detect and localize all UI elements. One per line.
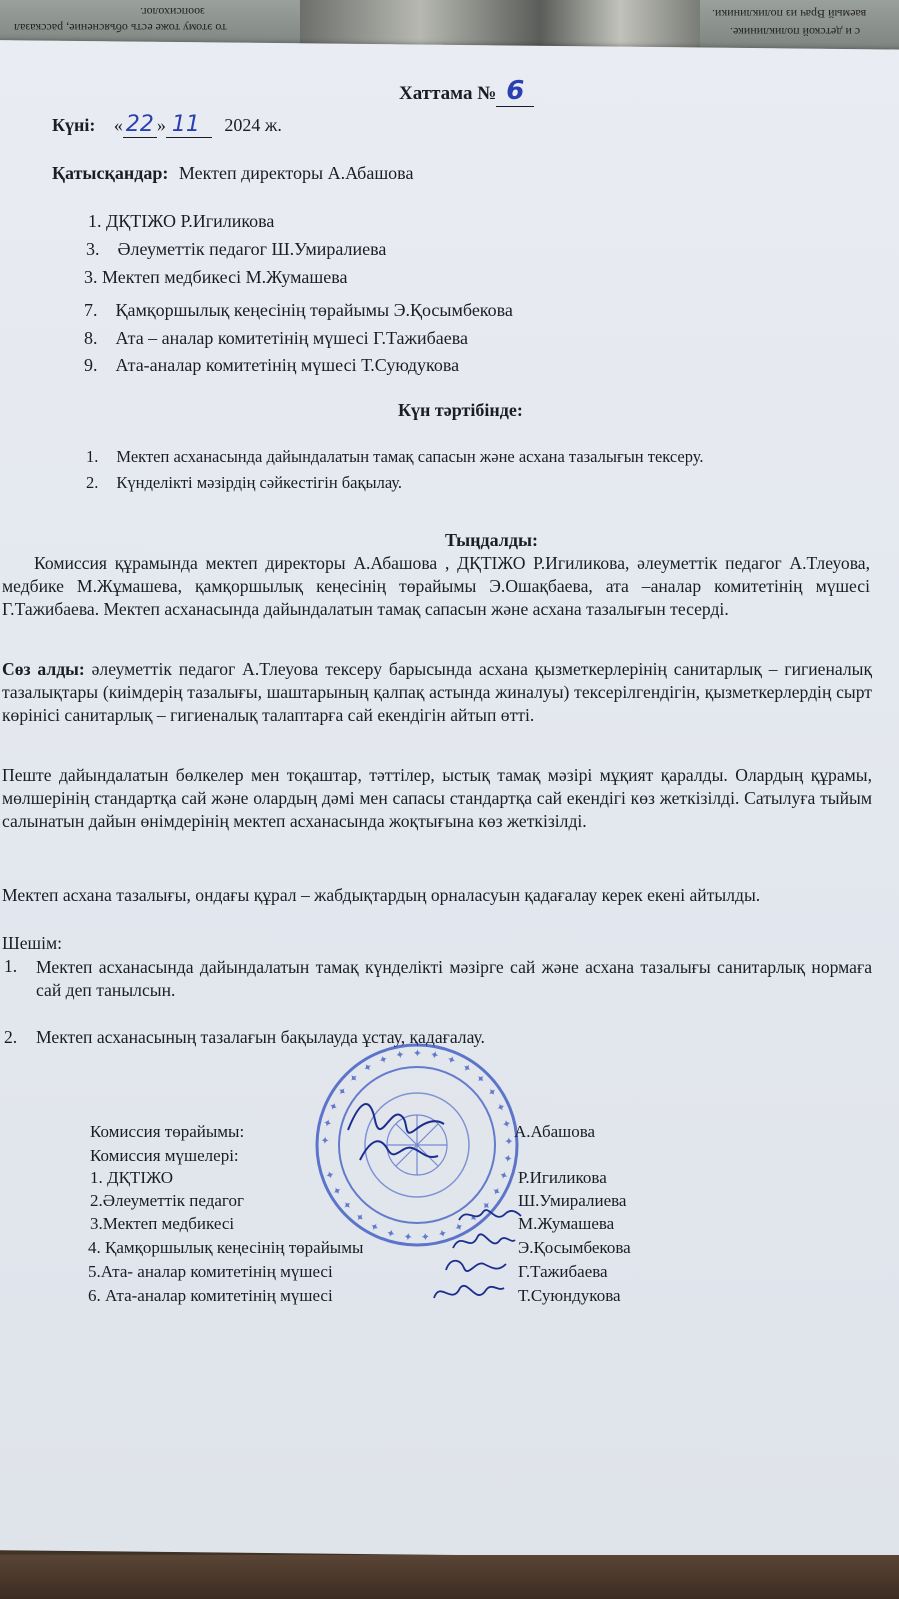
agenda-item: 1. Мектеп асханасында дайындалатын тамақ сапасын және асхана тазалығын тексеру. xyxy=(86,447,704,466)
date-line: Күні: « 22 » 11 2024 ж. xyxy=(52,112,282,137)
document-title: Хаттама № 6 xyxy=(399,76,534,106)
decision-item: Мектеп асханасында дайындалатын тамақ күнделікті мәзірге сай және асхана тазалығы санитарлық нормаға сай деп танылсын. xyxy=(36,957,872,1001)
newspaper-text-line: ваемый Врач из поликлиники. xyxy=(712,7,867,21)
svg-text:✦ ✦ ✦ ✦ ✦ ✦ ✦ ✦ ✦ ✦ ✦ ✦ ✦ ✦ ✦: ✦ ✦ ✦ ✦ ✦ ✦ ✦ ✦ ✦ ✦ ✦ ✦ ✦ ✦ ✦ ✦ ✦ ✦ ✦ ✦ ✦ ✦ ✦ ✦ ✦ ✦ ✦ ✦ ✦ ✦ ✦ ✦ xyxy=(318,1046,516,1244)
chair-label: Комиссия төрайымы: xyxy=(90,1122,245,1141)
agenda-item: 2. Күнделікті мәзірдің сәйкестігін бақылау. xyxy=(86,473,403,492)
decision-item-number: 2. xyxy=(4,1027,18,1047)
participants-line: Қатысқандар: Мектеп директоры А.Абашова xyxy=(52,163,414,183)
member-role: 3.Мектеп медбикесі xyxy=(90,1214,235,1233)
member-role: 6. Ата-аналар комитетінің мүшесі xyxy=(88,1286,333,1305)
participant-item: 3. Әлеуметтік педагог Ш.Умиралиева xyxy=(86,239,387,259)
speech-paragraph-3: Мектеп асхана тазалығы, ондағы құрал – жабдықтардың орналасуын қадағалау керек екені айтылды. xyxy=(2,885,761,905)
member-role: 2.Әлеуметтік педагог xyxy=(90,1191,244,1210)
newspaper-text-line: с и детской поликлинике. xyxy=(730,25,861,39)
date-day: 22 xyxy=(123,112,157,138)
signature-scribble xyxy=(428,1276,508,1310)
participant-item: 3. Мектеп медбикесі М.Жумашева xyxy=(84,267,348,287)
decision-item: Мектеп асханасының тазалағын бақылауда ұстау, қадағалау. xyxy=(36,1027,485,1047)
member-role: 5.Ата- аналар комитетінің мүшесі xyxy=(88,1262,333,1281)
participant-item: 1. ДҚТІЖО Р.Игиликова xyxy=(88,211,275,231)
speech-paragraph: Сөз алды: әлеуметтік педагог А.Тлеуова тексеру барысында асхана қызметкерлерінің санитарлық – гигиеналық тазалықтары (киімдерің тазалығы, шаштарының қалпақ астында жиналуы) тексерілгендігін, қызметкерлердің сырт көрінісі санитарлық – гигиеналық талаптарға сай екендігін айтып өтті. xyxy=(2,659,872,726)
participant-item: 7. Қамқоршылық кеңесінің төрайымы Э.Қосымбекова xyxy=(84,300,513,320)
member-name: М.Жумашева xyxy=(518,1214,615,1233)
chair-name: А.Абашова xyxy=(514,1122,596,1141)
member-role: 1. ДҚТІЖО xyxy=(90,1168,174,1187)
member-name: Ш.Умиралиева xyxy=(518,1191,627,1210)
heard-paragraph: Комиссия құрамында мектеп директоры А.Абашова , ДҚТІЖО Р.Игиликова, әлеуметтік педагог А.Тлеуова, медбике М.Жұмашева, қамқоршылық кеңесінің төрайымы Э.Ошақбаева, ата –аналар комитетінің мүшесі Г.Тажибаева. Мектеп асханасында дайындалатын тамақ сапасын және асхана тазалығын тесерді. xyxy=(2,553,870,620)
member-role: 4. Қамқоршылық кеңесінің төрайымы xyxy=(88,1238,364,1257)
member-name: Э.Қосымбекова xyxy=(518,1238,631,1257)
newspaper-text-line: то этому тоже есть объяснение, рассказал xyxy=(14,21,227,35)
participant-item: 8. Ата – аналар комитетінің мүшесі Г.Тажибаева xyxy=(84,328,468,348)
heard-title: Тыңдалды: xyxy=(445,530,539,550)
members-label: Комиссия мүшелері: xyxy=(90,1146,239,1165)
protocol-number: 6 xyxy=(496,76,534,107)
decision-label: Шешім: xyxy=(2,933,63,953)
member-name: Р.Игиликова xyxy=(518,1168,607,1187)
agenda-title: Күн тәртібінде: xyxy=(398,400,523,420)
speech-paragraph-2: Пеште дайындалатын бөлкелер мен тоқаштар, тәттілер, ыстық тамақ мәзірі мұқият қаралды. Олардың құрамы, мөлшерінің стандартқа сай және олардың дәмі мен сапасы стандартқа сай екендігі көз жеткізілді. Сатылуға тыйым салынатын дайын өнімдерінің мектеп асханасында жоқтығына көз жеткізілді. xyxy=(2,765,872,832)
member-name: Г.Тажибаева xyxy=(518,1262,608,1281)
member-name: Т.Суюндукова xyxy=(518,1286,621,1305)
newspaper-text-line: зоопсихолог. xyxy=(140,5,205,19)
chair-signature xyxy=(340,1090,450,1180)
participant-item: 9. Ата-аналар комитетінің мүшесі Т.Суюдукова xyxy=(84,355,460,375)
date-month: 11 xyxy=(166,112,212,138)
decision-item-number: 1. xyxy=(4,956,18,976)
